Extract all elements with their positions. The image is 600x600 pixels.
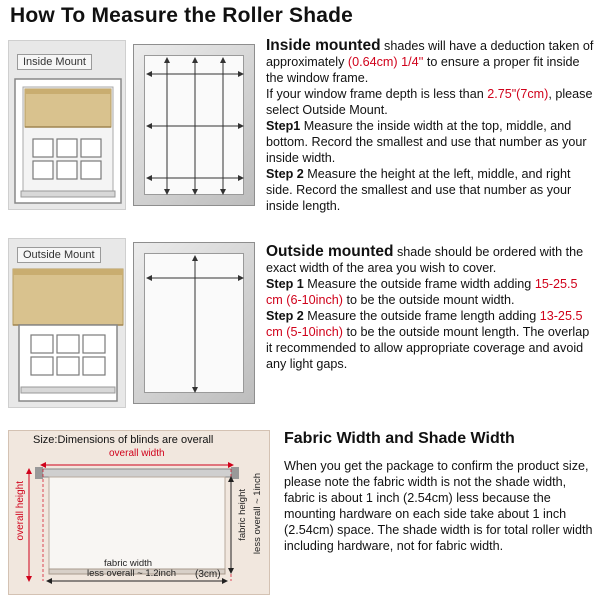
fabric-height-label: fabric height [237,489,248,541]
fabric-text: When you get the package to confirm the product size, please note the fabric width is not the shade width, fabric is about 1 inch (2.54cm) less because the mounting hardware on each side take about 1 inch (2.54cm) space. The shade width is for total roller width including hardware, not for fabric width. [284,459,593,553]
outside-window-drawing [9,239,127,409]
inside-mount-heading: Inside mounted [266,37,381,54]
less-overall-vertical-label: less overall ~ 1inch [252,473,263,555]
inside-mount-illustration [8,40,126,210]
cm-note-label: (3cm) [195,569,221,580]
outside-mount-text: Outside mounted shade should be ordered with the exact width of the area you wish to cover. Step 1 Measure the outside frame width adding 15-25.5 cm (6-10inch) to be the outside mount width. Step 2 Measure the outside frame length adding 13-25.5 cm (5-10inch) to be the outside mount length. The overlap it recommended to allow appropriate coverage and avoid any light gaps. [266,243,590,371]
outside-measure-arrows [145,254,245,394]
outside-frame-diagram [133,242,255,404]
overall-width-label: overall width [109,448,165,459]
fabric-width-label: fabric width [104,558,153,569]
fabric-heading: Fabric Width and Shade Width [284,430,515,447]
outside-mount-heading: Outside mounted [266,243,394,260]
page-title: How To Measure the Roller Shade [10,4,354,27]
outside-roller-shade [13,269,123,325]
inside-window-drawing [9,41,127,211]
dimension-caption: Size:Dimensions of blinds are overall [33,434,214,446]
less-overall-horizontal-label: less overall ~ 1.2inch [87,568,176,579]
inside-mount-label: Inside Mount [17,54,92,70]
outside-mount-label: Outside Mount [17,247,101,263]
inside-measure-arrows [145,56,245,196]
outside-mount-illustration [8,238,126,408]
roller-shade [25,89,111,127]
inside-frame-diagram [133,44,255,206]
inside-mount-text: Inside mounted shades will have a deduction taken of approximately (0.64cm) 1/4'' to ensure a proper fit inside the window frame. If your window frame depth is less than 2.75"(7cm), please select Outside Mount. Step1 Measure the inside width at the top, middle, and bottom. Record the smallest and use that number as your inside width. Step 2 Measure the height at the left, middle, and right side. Record the smallest and use that number as your inside length. [266,37,594,213]
overall-height-label: overall height [15,481,26,541]
dimension-diagram [8,430,270,595]
